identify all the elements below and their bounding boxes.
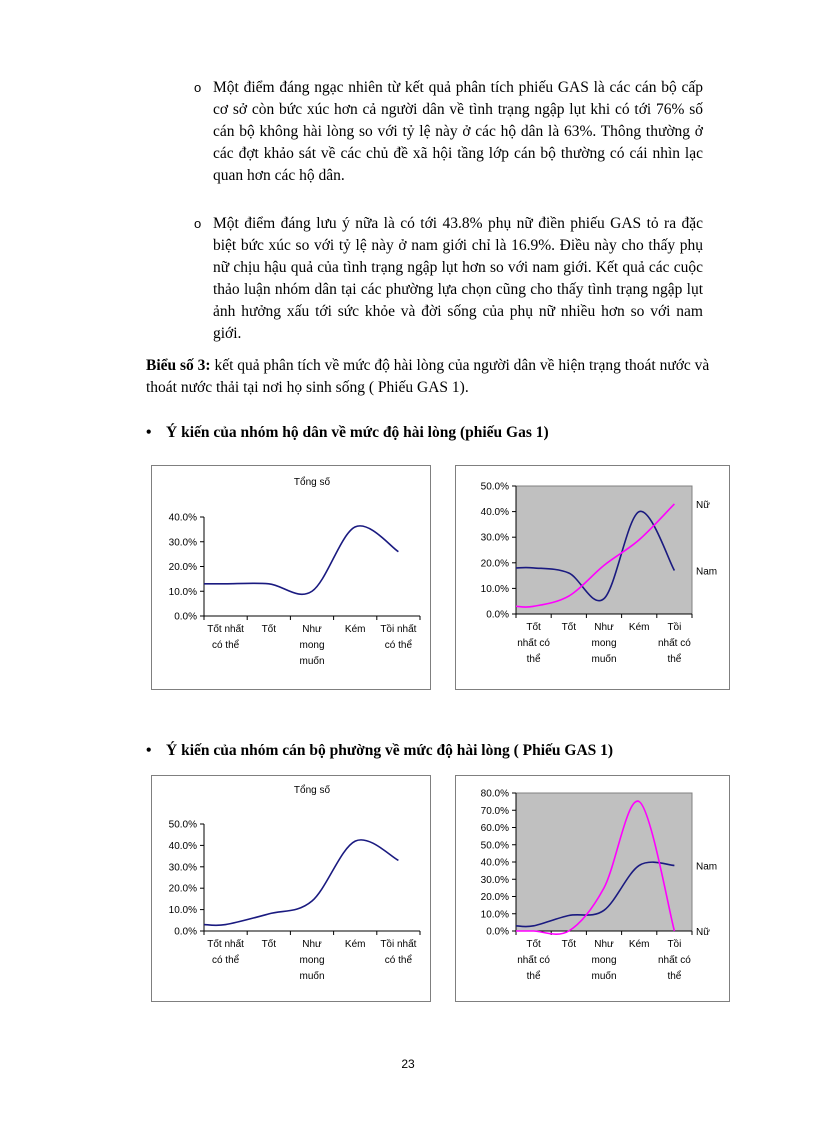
y-tick-label: 30.0%: [480, 874, 509, 886]
x-tick-label: Tồi nhất có thể: [657, 939, 691, 982]
chart-households-total: [151, 465, 431, 690]
y-tick-label: 0.0%: [486, 926, 509, 938]
y-tick-label: 40.0%: [168, 512, 197, 524]
finding-paragraph-1: [194, 77, 703, 187]
y-tick-label: 0.0%: [174, 611, 197, 623]
caption-label: Biểu số 3:: [146, 357, 211, 374]
chart-officials-gender: [455, 775, 730, 1002]
x-tick-label: Tồi nhất có thể: [657, 622, 691, 665]
chart-title: Tổng số: [293, 785, 331, 796]
chart-households-total-svg: [152, 466, 430, 689]
chart-households-gender: [455, 465, 730, 690]
chart-officials-gender-svg: [456, 776, 729, 1001]
y-tick-label: 10.0%: [480, 583, 509, 595]
series-line-total: [204, 526, 398, 594]
x-tick-label: Kém: [628, 939, 650, 950]
bullet-dot-icon: •: [146, 424, 152, 441]
x-tick-label: Tốt nhất có thể: [207, 624, 244, 651]
y-tick-label: 40.0%: [480, 507, 509, 519]
y-tick-label: 30.0%: [168, 862, 197, 874]
x-tick-label: Như mong muốn: [299, 624, 325, 667]
y-tick-label: 50.0%: [168, 819, 197, 831]
y-tick-label: 30.0%: [480, 532, 509, 544]
section-heading-text: Ý kiến của nhóm hộ dân về mức độ hài lòng (phiếu Gas 1): [166, 424, 549, 441]
y-tick-label: 70.0%: [480, 805, 509, 817]
y-tick-label: 30.0%: [168, 537, 197, 549]
finding-paragraph-2: [194, 213, 703, 345]
circle-bullet-icon: o: [194, 80, 202, 95]
series-label: Nam: [696, 566, 718, 578]
x-tick-label: Như mong muốn: [591, 622, 617, 665]
series-label: Nam: [696, 861, 718, 873]
finding-text-2: Một điểm đáng lưu ý nữa là có tới 43.8% phụ nữ điền phiếu GAS tỏ ra đặc biệt bức xúc so với tỷ lệ này ở nam giới chỉ là 16.9%. Điều này cho thấy phụ nữ chịu hậu quả của tình trạng ngập lụt hơn so với nam giới. Kết quả các cuộc thảo luận nhóm dân tại các phường lựa chọn cũng cho thấy tình trạng ngập lụt ảnh hưởng xấu tới sức khỏe và đời sống của phụ nữ nhiều hơn so với nam giới.: [213, 215, 703, 342]
x-tick-label: Tốt: [561, 939, 577, 950]
y-tick-label: 10.0%: [168, 905, 197, 917]
section-heading-officials: [146, 742, 613, 760]
y-tick-label: 10.0%: [480, 909, 509, 921]
x-tick-label: Kém: [628, 622, 650, 633]
bullet-dot-icon: •: [146, 742, 152, 759]
x-tick-label: Tốt: [261, 939, 277, 950]
circle-bullet-icon: o: [194, 216, 202, 231]
chart-officials-total-svg: [152, 776, 430, 1001]
caption-text: kết quả phân tích về mức độ hài lòng của người dân về hiện trạng thoát nước và thoát nước thải tại nơi họ sinh sống ( Phiếu GAS 1).: [146, 357, 710, 396]
x-tick-label: Như mong muốn: [299, 939, 325, 982]
finding-text-1: Một điểm đáng ngạc nhiên từ kết quả phân tích phiếu GAS là các cán bộ cấp cơ sở còn bức xúc hơn cả người dân về tình trạng ngập lụt khi có tới 76% số cán bộ không hài lòng so với tỷ lệ này ở các hộ dân là 63%. Thông thường ở các đợt khảo sát về các chủ đề xã hội tầng lớp cán bộ thường có cái nhìn lạc quan hơn các hộ dân.: [213, 79, 703, 184]
y-tick-label: 80.0%: [480, 788, 509, 800]
chart-households-gender-svg: [456, 466, 729, 689]
y-tick-label: 40.0%: [480, 857, 509, 869]
page-number: 23: [401, 1057, 415, 1071]
chart-officials-total: [151, 775, 431, 1002]
x-tick-label: Tốt: [261, 624, 277, 635]
x-tick-label: Kém: [344, 939, 366, 950]
section-heading-text: Ý kiến của nhóm cán bộ phường về mức độ hài lòng ( Phiếu GAS 1): [166, 742, 614, 759]
y-tick-label: 0.0%: [174, 926, 197, 938]
x-tick-label: Tốt: [561, 622, 577, 633]
y-tick-label: 50.0%: [480, 840, 509, 852]
y-tick-label: 0.0%: [486, 609, 509, 621]
x-tick-label: Kém: [344, 624, 366, 635]
x-tick-label: Tồi nhất có thể: [380, 624, 417, 651]
x-tick-label: Tốt nhất có thể: [517, 622, 551, 665]
y-tick-label: 20.0%: [480, 892, 509, 903]
figure-caption: [146, 355, 726, 399]
y-tick-label: 10.0%: [168, 586, 197, 598]
y-tick-label: 20.0%: [168, 562, 197, 573]
x-tick-label: Tốt nhất có thể: [517, 939, 551, 982]
series-line-total: [204, 840, 398, 926]
y-tick-label: 20.0%: [480, 558, 509, 570]
x-tick-label: Như mong muốn: [591, 939, 617, 982]
y-tick-label: 20.0%: [168, 883, 197, 895]
y-tick-label: 40.0%: [168, 840, 197, 852]
x-tick-label: Tồi nhất có thể: [380, 939, 417, 966]
section-heading-households: [146, 424, 549, 442]
chart-title: Tổng số: [293, 477, 331, 488]
y-tick-label: 50.0%: [480, 481, 509, 493]
y-tick-label: 60.0%: [480, 823, 509, 834]
x-tick-label: Tốt nhất có thể: [207, 939, 244, 966]
series-label: Nữ: [696, 927, 710, 938]
series-label: Nữ: [696, 499, 710, 511]
